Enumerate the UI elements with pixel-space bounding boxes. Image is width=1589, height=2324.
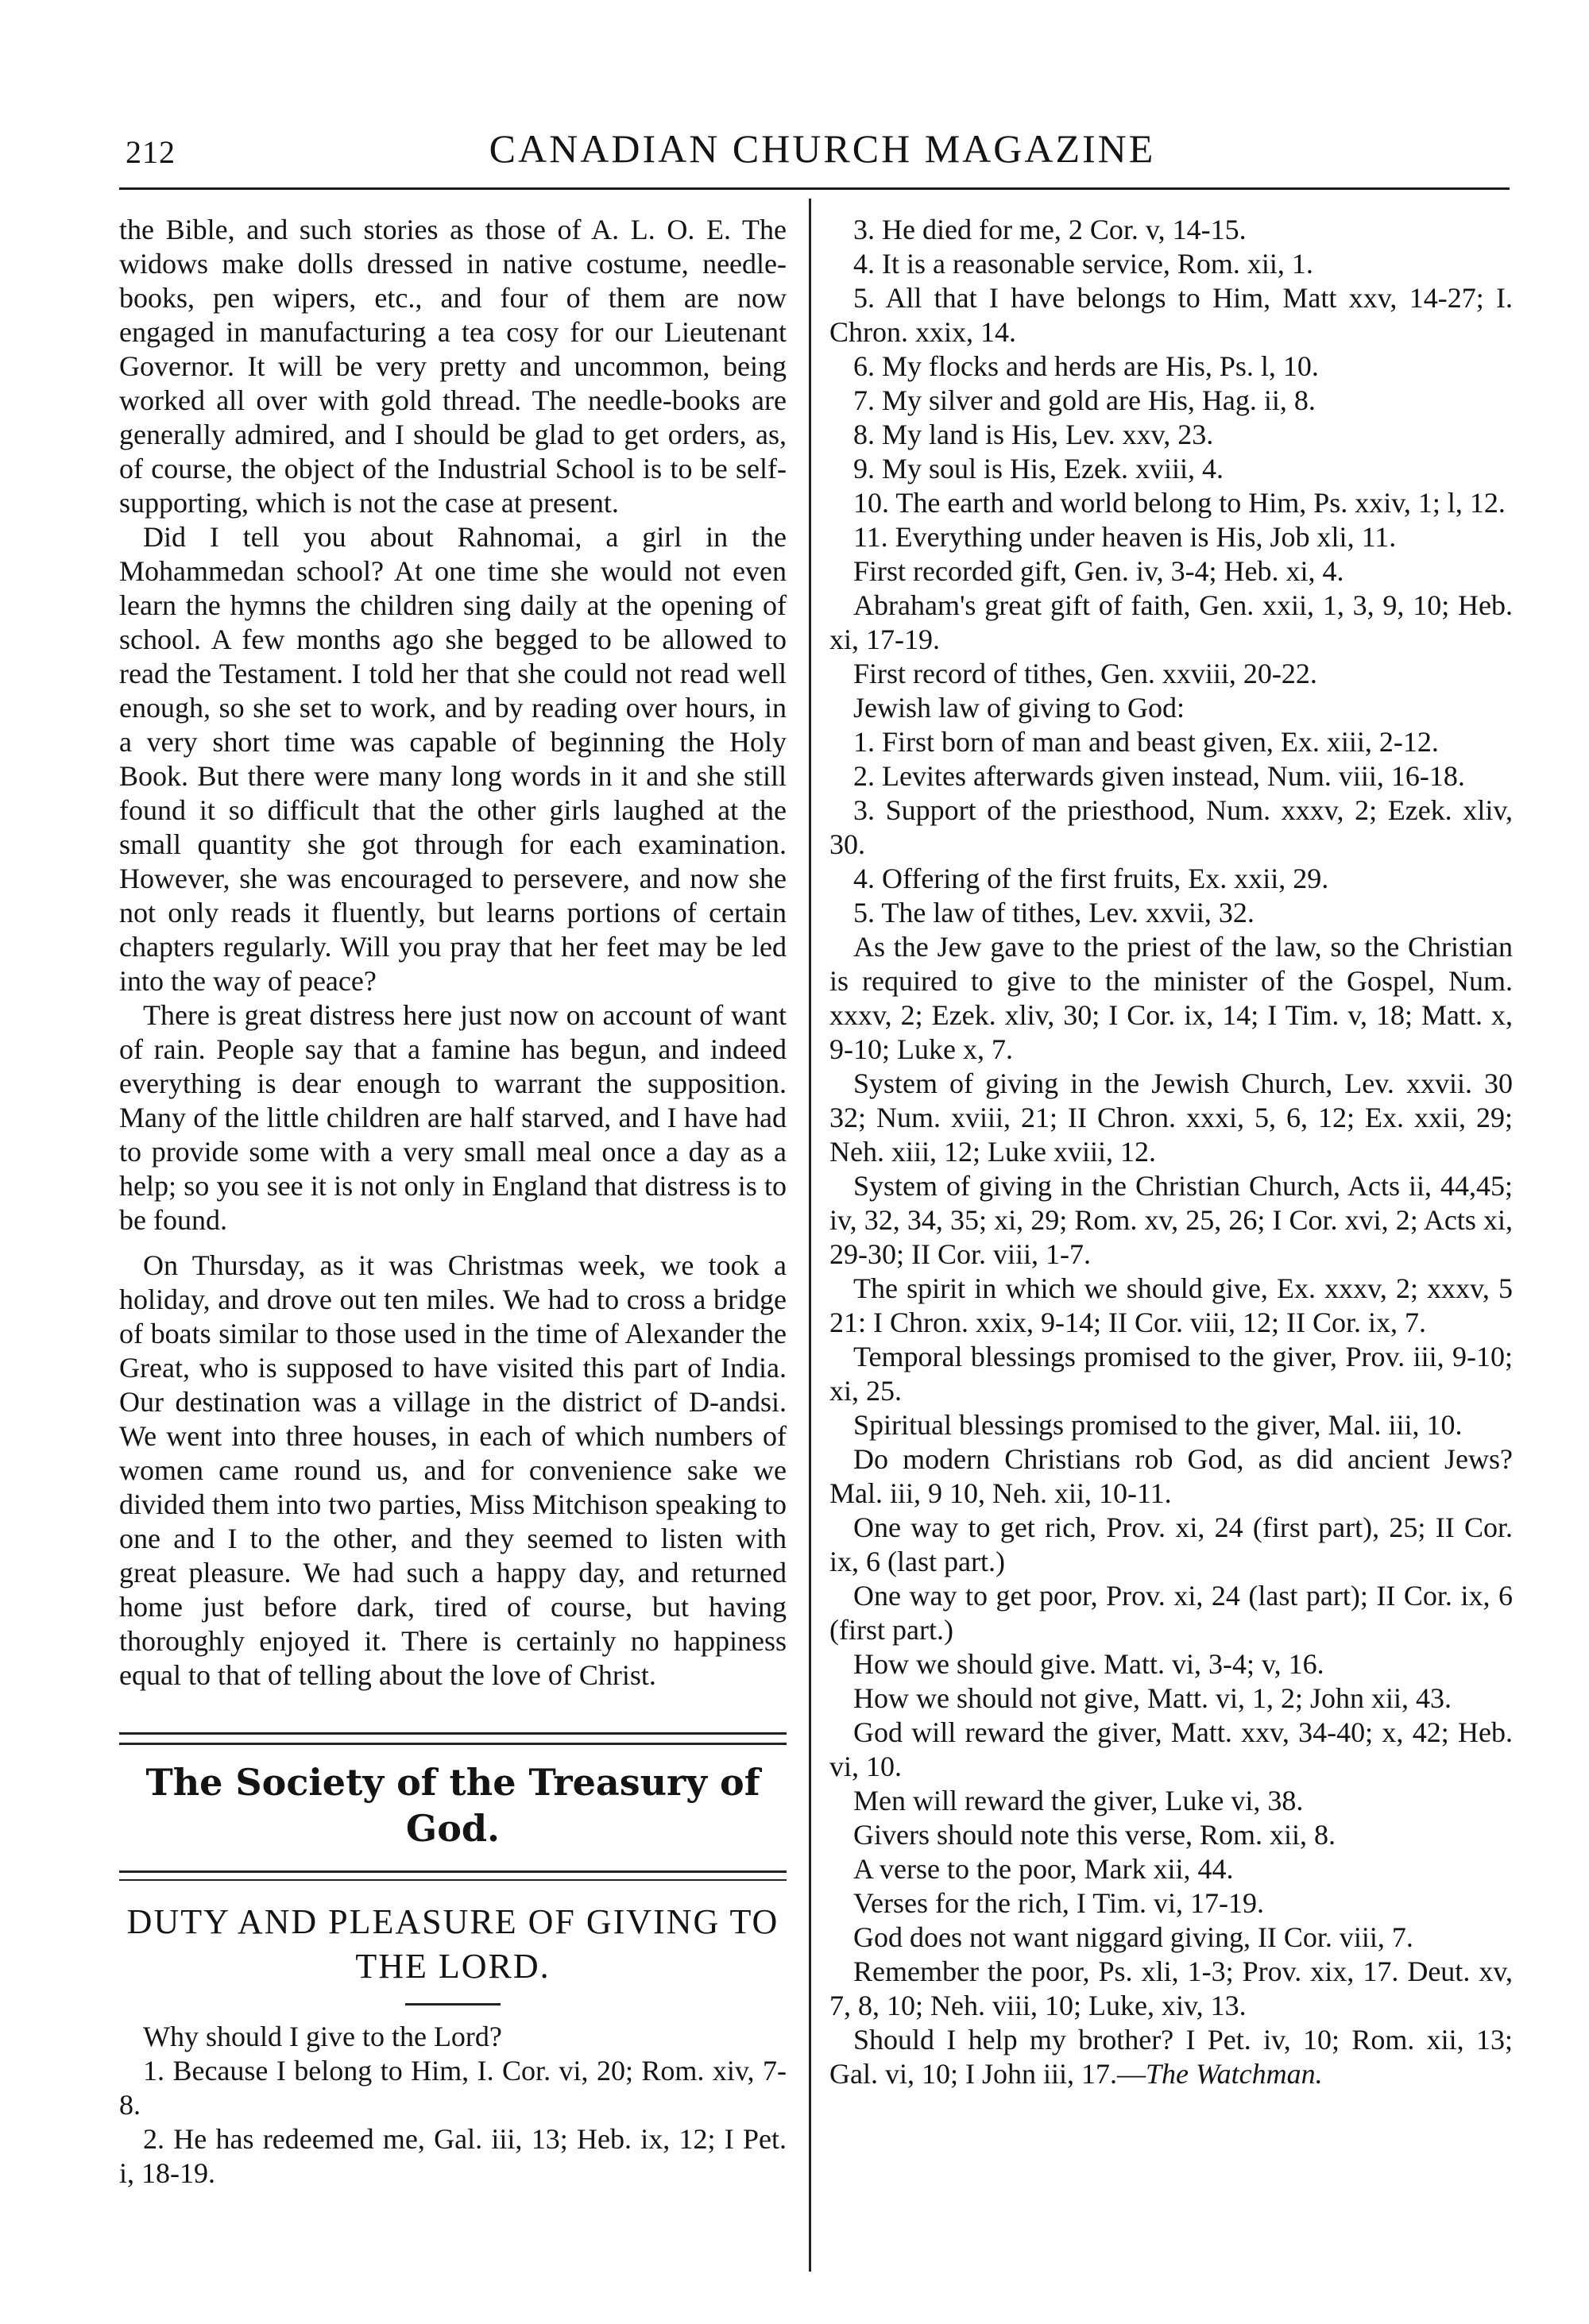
list-item: Spiritual blessings promised to the giver, Mal. iii, 10. [853,1409,1463,1441]
list-item: First record of tithes, Gen. xxviii, 20-22. [853,658,1317,689]
list-item: God does not want niggard giving, II Cor. viii, 7. [853,1921,1413,1953]
list-item: 8. My land is His, Lev. xxv, 23. [853,419,1214,450]
question-line: Why should I give to the Lord? [143,2021,502,2052]
list-item: A verse to the poor, Mark xii, 44. [853,1853,1234,1885]
list-item: 4. It is a reasonable service, Rom. xii, 1. [853,248,1313,280]
list-item: 5. All that I have belongs to Him, Matt xxv, 14-27; I. Chron. xxix, 14. [829,282,1513,348]
list-item: God will reward the giver, Matt. xxv, 34-40; x, 42; Heb. vi, 10. [829,1716,1513,1782]
list-item: 11. Everything under heaven is His, Job xli, 11. [853,521,1397,553]
heading-rule [405,2003,501,2006]
list-item: 1. First born of man and beast given, Ex. xiii, 2-12. [853,726,1439,758]
list-item: Men will reward the giver, Luke vi, 38. [853,1785,1304,1816]
article-heading: DUTY AND PLEASURE OF GIVING TO THE LORD. [126,1902,779,1986]
list-item: One way to get rich, Prov. xi, 24 (first part), 25; II Cor. ix, 6 (last part.) [829,1511,1513,1577]
list-item: As the Jew gave to the priest of the law, so the Christian is required to give to the minister of the Gospel, Num. xxxv, 2; Ezek. xliv, 30; I Cor. ix, 14; I Tim. v, 18; Matt. x, 9-10; Luke x, 7. [829,931,1513,1065]
list-item: First recorded gift, Gen. iv, 3-4; Heb. xi, 4. [853,555,1344,587]
list-item: Jewish law of giving to God: [853,692,1185,724]
list-item: 2. He has redeemed me, Gal. iii, 13; Heb. ix, 12; I Pet. i, 18-19. [119,2123,787,2189]
list-item: 7. My silver and gold are His, Hag. ii, 8. [853,384,1316,416]
list-item: Abraham's great gift of faith, Gen. xxii, 1, 3, 9, 10; Heb. xi, 17-19. [829,589,1513,655]
source-credit: The Watchman. [1146,2058,1323,2090]
column-divider [809,199,811,2272]
society-heading: The Society of the Treasury of God. [145,1761,760,1850]
body-paragraph: Did I tell you about Rahnomai, a girl in the Mohammedan school? At one time she would not even learn the hymns the children sing daily at the opening of school. A few months ago she begged to be allowed to read the Testament. I told her that she could not read well enough, so she set to work, and by reading over hours, in a very short time was capable of beginning the Holy Book. But there were many long words in it and she still found it so difficult that the other girls laughed at the small quantity she got through for each examination. However, she was encouraged to persevere, and now she not only reads it fluently, but learns portions of certain chapters regularly. Will you pray that her feet may be led into the way of peace? [119,521,787,997]
body-paragraph: the Bible, and such stories as those of A. L. O. E. The widows make dolls dressed in native costume, needle-books, pen wipers, etc., and four of them are now engaged in manufacturing a tea cosy for our Lieutenant Governor. It will be very pretty and uncommon, being worked all over with gold thread. The needle-books are generally admired, and I should be glad to get orders, as, of course, the object of the Industrial School is to be self-supporting, which is not the case at present. [119,214,787,519]
list-item: System of giving in the Christian Church, Acts ii, 44,45; iv, 32, 34, 35; xi, 29; Rom. xv, 25, 26; I Cor. xvi, 2; Acts xi, 29-30; II Cor. viii, 1-7. [829,1170,1513,1270]
list-item: One way to get poor, Prov. xi, 24 (last part); II Cor. ix, 6 (first part.) [829,1580,1513,1646]
list-item: 2. Levites afterwards given instead, Num. viii, 16-18. [853,760,1465,792]
running-title: CANADIAN CHURCH MAGAZINE [489,126,1156,171]
list-item: System of giving in the Jewish Church, Lev. xxvii. 30 32; Num. xviii, 21; II Chron. xxxi, 5, 6, 12; Ex. xxii, 29; Neh. xiii, 12; Luke xviii, 12. [829,1067,1513,1168]
section-divider [119,1732,787,1745]
list-item: 5. The law of tithes, Lev. xxvii, 32. [853,897,1255,928]
body-paragraph: There is great distress here just now on account of want of rain. People say that a famine has begun, and indeed everything is dear enough to warrant the supposition. Many of the little children are half starved, and I have had to provide some with a very small meal once a day as a help; so you see it is not only in England that distress is to be found. [119,999,787,1236]
list-item: 6. My flocks and herds are His, Ps. l, 10. [853,350,1319,382]
page-header [119,119,1525,175]
list-item: Givers should note this verse, Rom. xii, 8. [853,1819,1336,1851]
page-number: 212 [126,134,176,170]
list-item: Do modern Christians rob God, as did ancient Jews? Mal. iii, 9 10, Neh. xii, 10-11. [829,1443,1513,1509]
closing-text: Should I help my brother? I Pet. iv, 10; Rom. xii, 13; Gal. vi, 10; I John iii, 17.— [829,2024,1513,2090]
header-rule [119,187,1510,190]
list-item: How we should give. Matt. vi, 3-4; v, 16. [853,1648,1324,1680]
body-paragraph: On Thursday, as it was Christmas week, we took a holiday, and drove out ten miles. We had to cross a bridge of boats similar to those used in the time of Alexander the Great, who is supposed to have visited this part of India. Our destination was a village in the district of D-andsi. We went into three houses, in each of which numbers of women came round us, and for convenience sake we divided them into two parties, Miss Mitchison speaking to one and I to the other, and they seemed to listen with great pleasure. We had such a happy day, and returned home just before dark, tired of course, but having thoroughly enjoyed it. There is certainly no happiness equal to that of telling about the love of Christ. [119,1249,787,1691]
list-item: 4. Offering of the first fruits, Ex. xxii, 29. [853,863,1329,894]
left-column [119,213,787,2191]
list-item: 10. The earth and world belong to Him, Ps. xxiv, 1; l, 12. [853,487,1506,519]
list-item: Remember the poor, Ps. xli, 1-3; Prov. xix, 17. Deut. xv, 7, 8, 10; Neh. viii, 10; Luke, xiv, 13. [829,1955,1513,2021]
section-divider [119,1870,787,1881]
list-item: 1. Because I belong to Him, I. Cor. vi, 20; Rom. xiv, 7-8. [119,2055,787,2121]
list-item: 3. He died for me, 2 Cor. v, 14-15. [853,214,1247,245]
right-column [829,213,1513,2091]
list-item: Verses for the rich, I Tim. vi, 17-19. [853,1887,1264,1919]
list-item: How we should not give, Matt. vi, 1, 2; John xii, 43. [853,1682,1452,1714]
list-item: The spirit in which we should give, Ex. xxxv, 2; xxxv, 5 21: I Chron. xxix, 9-14; II Cor. viii, 12; II Cor. ix, 7. [829,1272,1513,1338]
closing-line [829,2023,1513,2091]
list-item: 9. My soul is His, Ezek. xviii, 4. [853,453,1224,484]
list-item: Temporal blessings promised to the giver, Prov. iii, 9-10; xi, 25. [829,1341,1513,1407]
list-item: 3. Support of the priesthood, Num. xxxv, 2; Ezek. xliv, 30. [829,794,1513,860]
